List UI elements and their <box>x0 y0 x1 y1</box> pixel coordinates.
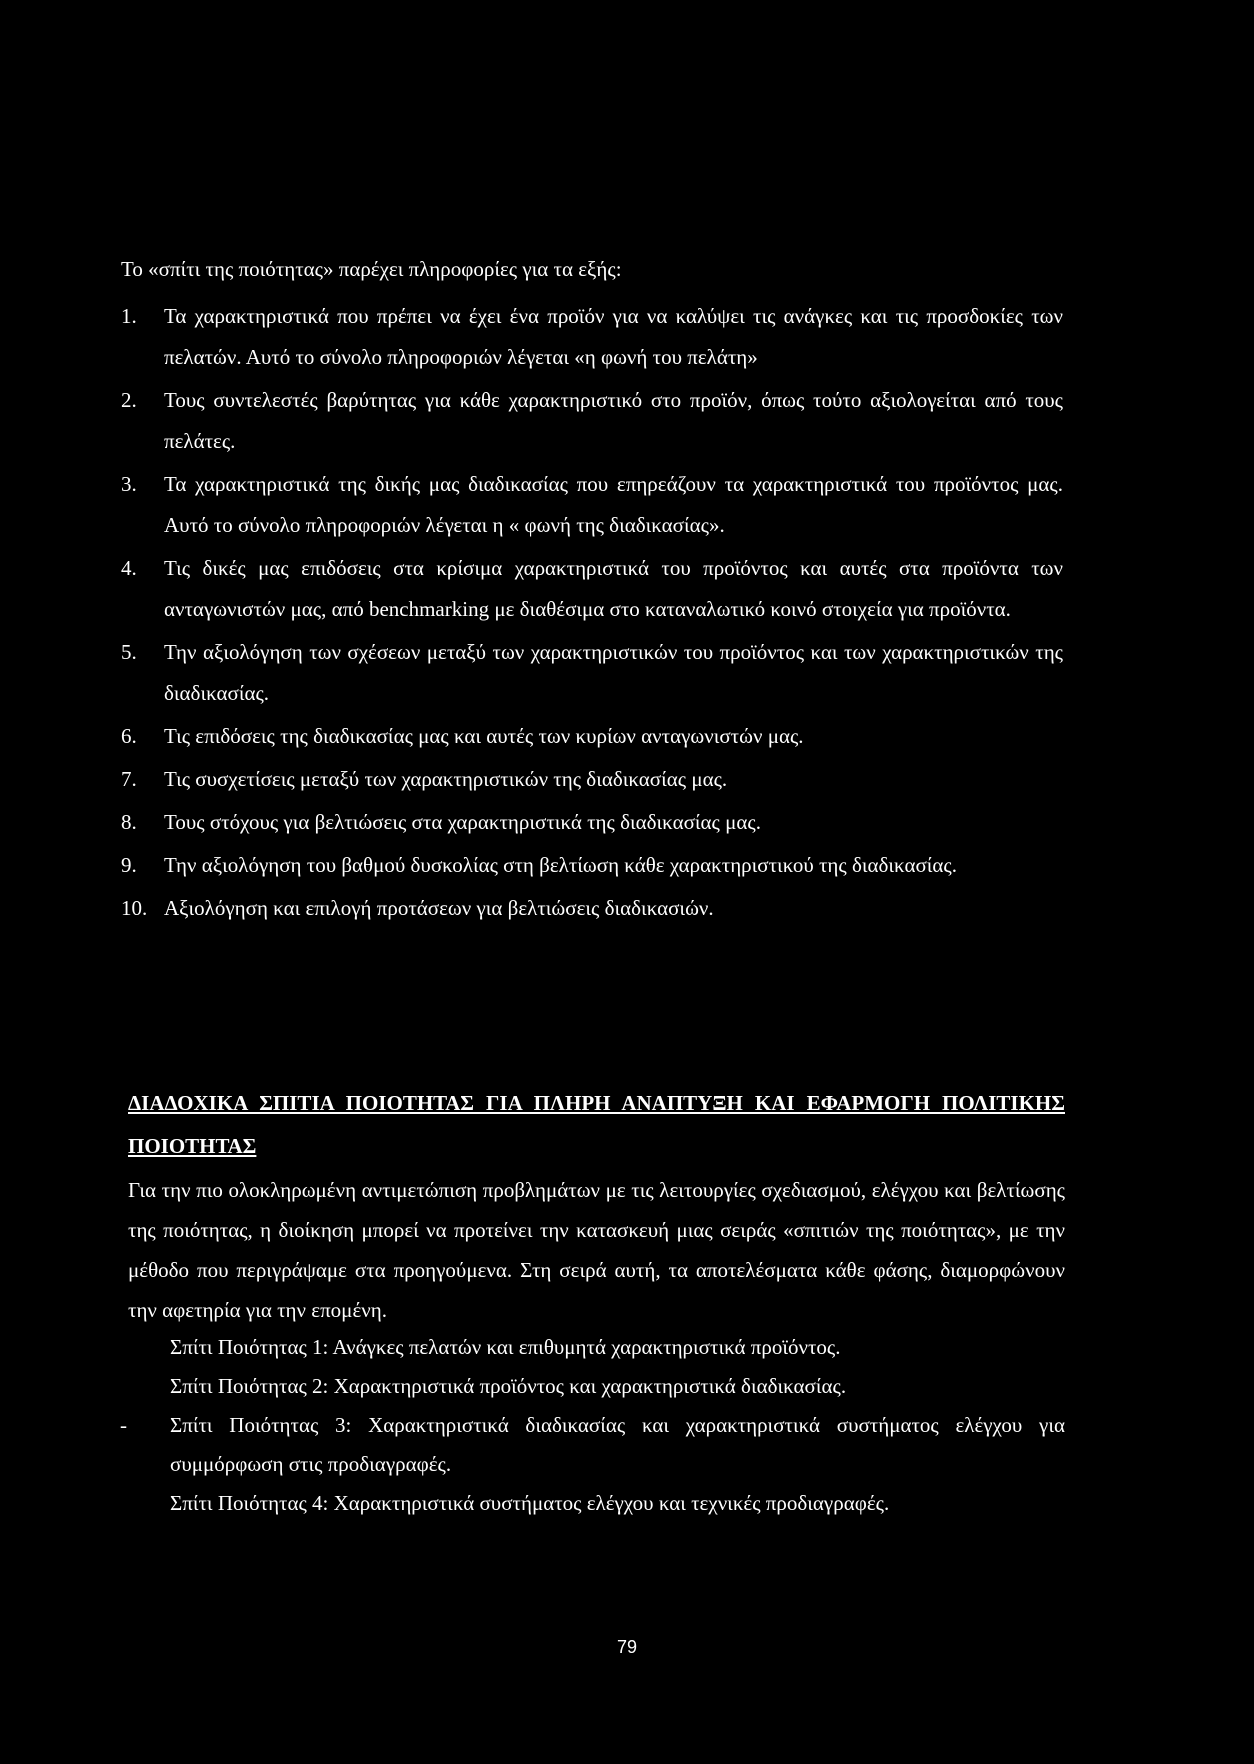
list-item-number: 8. <box>121 810 137 834</box>
list-item-text: Τις συσχετίσεις μεταξύ των χαρακτηριστικών της διαδικασίας μας. <box>164 767 728 791</box>
house-list-item-text: Σπίτι Ποιότητας 2: Χαρακτηριστικά προϊόντος και χαρακτηριστικά διαδικασίας. <box>170 1374 847 1398</box>
list-item <box>121 802 1063 843</box>
list-item-number: 9. <box>121 853 137 877</box>
list-item-text: Την αξιολόγηση των σχέσεων μεταξύ των χαρακτηριστικών του προϊόντος και των χαρακτηριστικών της διαδικασίας. <box>164 640 1063 705</box>
list-item-number: 2. <box>121 388 137 412</box>
list-item <box>121 845 1063 886</box>
quality-houses-list <box>120 1328 1065 1523</box>
list-item <box>121 716 1063 757</box>
page-number: 79 <box>616 1637 638 1657</box>
intro-sentence: Το «σπίτι της ποιότητας» παρέχει πληροφορίες για τα εξής: <box>121 257 622 281</box>
list-item-text: Τις δικές μας επιδόσεις στα κρίσιμα χαρακτηριστικά του προϊόντος και αυτές στα προϊόντα των ανταγωνιστών μας, από benchmarking με διαθέσιμα στο καταναλωτικό κοινό στοιχεία για προϊόντα. <box>164 556 1063 621</box>
list-item <box>121 759 1063 800</box>
list-item-text: Τα χαρακτηριστικά που πρέπει να έχει ένα προϊόν για να καλύψει τις ανάγκες και τις προσδοκίες των πελατών. Αυτό το σύνολο πληροφοριών λέγεται «η φωνή του πελάτη» <box>164 304 1063 369</box>
list-item-number: 6. <box>121 724 137 748</box>
house-list-item-text: Σπίτι Ποιότητας 4: Χαρακτηριστικά συστήματος ελέγχου και τεχνικές προδιαγραφές. <box>170 1491 890 1515</box>
list-item-text: Την αξιολόγηση του βαθμού δυσκολίας στη βελτίωση κάθε χαρακτηριστικού της διαδικασίας. <box>164 853 957 877</box>
list-item-number: 1. <box>121 304 137 328</box>
body-paragraph: Για την πιο ολοκληρωμένη αντιμετώπιση προβλημάτων με τις λειτουργίες σχεδιασμού, ελέγχου και βελτίωσης της ποιότητας, η διοίκηση μπορεί να προτείνει την κατασκευή μιας σειράς «σπιτιών της ποιότητας», με την μέθοδο που περιγράψαμε στα προηγούμενα. Στη σειρά αυτή, τα αποτελέσματα κάθε φάσης, διαμορφώνουν την αφετηρία για την επομένη. <box>128 1178 1065 1322</box>
house-list-item <box>120 1484 1065 1523</box>
list-item <box>121 888 1063 929</box>
house-list-item-text: Σπίτι Ποιότητας 3: Χαρακτηριστικά διαδικασίας και χαρακτηριστικά συστήματος ελέγχου για συμμόρφωση στις προδιαγραφές. <box>170 1413 1065 1476</box>
house-list-item <box>120 1367 1065 1406</box>
list-item-text: Αξιολόγηση και επιλογή προτάσεων για βελτιώσεις διαδικασιών. <box>164 896 714 920</box>
list-item-number: 5. <box>121 640 137 664</box>
list-item-number: 4. <box>121 556 137 580</box>
list-item-text: Τους στόχους για βελτιώσεις στα χαρακτηριστικά της διαδικασίας μας. <box>164 810 761 834</box>
list-item <box>121 464 1063 546</box>
information-list <box>121 296 1063 931</box>
list-item-number: 7. <box>121 767 137 791</box>
house-list-item-text: Σπίτι Ποιότητας 1: Ανάγκες πελατών και επιθυμητά χαρακτηριστικά προϊόντος. <box>170 1335 841 1359</box>
section-heading: ΔΙΑΔΟΧΙΚΑ ΣΠΙΤΙΑ ΠΟΙΟΤΗΤΑΣ ΓΙΑ ΠΛΗΡΗ ΑΝΑΠΤΥΞΗ ΚΑΙ ΕΦΑΡΜΟΓΗ ΠΟΛΙΤΙΚΗΣ ΠΟΙΟΤΗΤΑΣ <box>128 1091 1065 1158</box>
house-list-item <box>120 1406 1065 1484</box>
list-item-text: Τα χαρακτηριστικά της δικής μας διαδικασίας που επηρεάζουν τα χαρακτηριστικά του προϊόντος μας. Αυτό το σύνολο πληροφοριών λέγεται η « φωνή της διαδικασίας». <box>164 472 1063 537</box>
list-item-text: Τους συντελεστές βαρύτητας για κάθε χαρακτηριστικό στο προϊόν, όπως τούτο αξιολογείται από τους πελάτες. <box>164 388 1063 453</box>
list-item <box>121 632 1063 714</box>
list-item-text: Τις επιδόσεις της διαδικασίας μας και αυτές των κυρίων ανταγωνιστών μας. <box>164 724 804 748</box>
list-item <box>121 380 1063 462</box>
list-item <box>121 296 1063 378</box>
list-bullet: - <box>120 1413 127 1437</box>
house-list-item <box>120 1328 1065 1367</box>
list-item-number: 3. <box>121 472 137 496</box>
list-item-number: 10. <box>121 896 148 920</box>
list-item <box>121 548 1063 630</box>
